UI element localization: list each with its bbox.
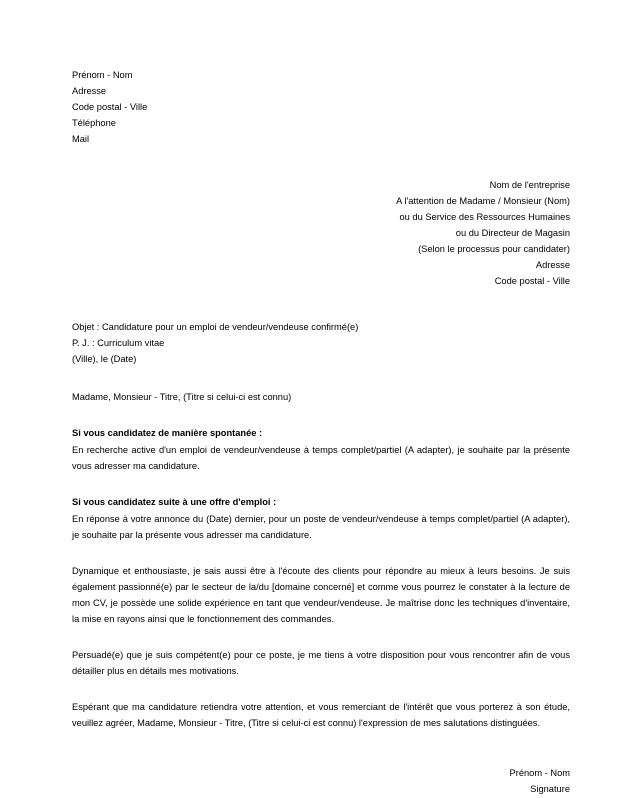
recipient-process-note: (Selon le processus pour candidater)	[418, 243, 570, 254]
subject-object-line: Objet : Candidature pour un emploi de vendeur/vendeuse confirmé(e)	[72, 321, 359, 332]
sender-street: Adresse	[72, 85, 107, 96]
recipient-street: Adresse	[535, 259, 570, 270]
body-paragraph-skills: Dynamique et enthousiaste, je sais aussi être à l'écoute des clients pour répondre au mieux à leurs besoins. Je suis également passionné(e) par le secteur de la/du [domaine concerné] et comme vous pourrez le constater à la lecture de mon CV, je possède une solide expérience en tant que vendeur/vendeuse. Je maîtrise donc les techniques d'inventaire, la mise en rayons ainsi que le fonctionnement des commandes.	[72, 565, 570, 624]
recipient-store-director: ou du Directeur de Magasin	[455, 227, 570, 238]
recipient-hr-service: ou du Service des Ressources Humaines	[399, 211, 570, 222]
subject-attachment-line: P. J. : Curriculum vitae	[72, 337, 165, 348]
section-spontaneous-application	[72, 426, 570, 475]
section-job-offer-application	[72, 495, 570, 544]
subject-block	[72, 320, 570, 368]
salutation-line: Madame, Monsieur - Titre, (Titre si celui-ci est connu)	[72, 391, 292, 402]
sender-mail: Mail	[72, 133, 90, 144]
section-spontaneous-heading: Si vous candidatez de manière spontanée :	[72, 427, 263, 438]
recipient-company: Nom de l'entreprise	[489, 179, 570, 190]
recipient-address-block	[72, 178, 570, 290]
recipient-attention: A l'attention de Madame / Monsieur (Nom)	[396, 195, 570, 206]
signature-label: Signature	[530, 783, 570, 794]
section-spontaneous-text: En recherche active d'un emploi de vendeur/vendeuse à temps complet/partiel (A adapter), je souhaite par la présente vous adresser ma candidature.	[72, 444, 570, 471]
section-job-offer-text: En réponse à votre annonce du (Date) dernier, pour un poste de vendeur/vendeuse à temps complet/partiel (A adapter), je souhaite par la présente vous adresser ma candidature.	[72, 513, 570, 540]
signature-block	[72, 766, 570, 798]
body-paragraph-closing: Espérant que ma candidature retiendra votre attention, et vous remerciant de l'intérêt que vous porterez à son étude, veuillez agréer, Madame, Monsieur - Titre, (Titre si celui-ci est connu) l'expression de mes salutations distinguées.	[72, 701, 570, 728]
body-paragraph-availability: Persuadé(e) que je suis compétent(e) pour ce poste, je me tiens à votre disposition pour vous rencontrer afin de vous détailler plus en détails mes motivations.	[72, 649, 570, 676]
sender-name: Prénom - Nom	[72, 70, 133, 80]
sender-postal-city: Code postal - Ville	[72, 101, 148, 112]
section-job-offer-heading: Si vous candidatez suite à une offre d'emploi :	[72, 496, 277, 507]
sender-phone: Téléphone	[72, 117, 116, 128]
subject-place-date-line: (Ville), le (Date)	[72, 353, 137, 364]
recipient-postal-city: Code postal - Ville	[494, 275, 570, 286]
sender-address-block	[72, 68, 570, 148]
signature-name: Prénom - Nom	[509, 767, 570, 778]
